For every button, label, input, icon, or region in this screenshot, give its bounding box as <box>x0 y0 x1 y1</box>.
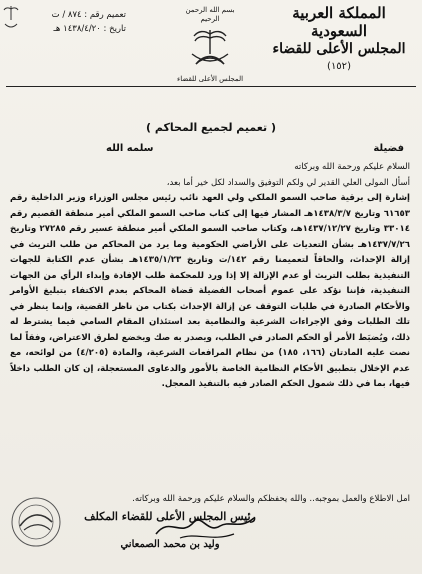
letterhead-right <box>264 4 414 74</box>
kingdom-name: المملكة العربية السعودية <box>292 4 386 40</box>
reference-number: تعميم رقم : ٨٧٤ / ت <box>51 10 126 20</box>
corner-emblem-icon <box>2 2 20 42</box>
main-paragraph: إشارة إلى برقية صاحب السمو الملكي ولي العهد نائب رئيس مجلس الوزراء وزير الداخلية رقم ٦١٦٥٣ وتاريخ ١٤٣٨/٣/٧هـ المشار فيها إلى كتاب صاحب السمو الملكي أمير منطقة القصيم رقم ٣٣٠١٤ وتاريخ ١٤٣٧/١٢/٢٧هـ، وكتاب صاحب السمو الملكي أمير منطقة عسير رقم ٢٧٢٨٥ وتاريخ ١٤٣٧/٧/٢٦هـ بشأن التعديات على الأراضي الحكومية وما يرد من المحاكم من طلب التريث في إزالة الإحداث، والحاقاً لتعميمنا رقم ١٤٢/ت وتاريخ ١٤٣٥/١/٢٣هـ بشأن عدم الكتابة للجهات التنفيذية بطلب التريث أو عدم الإزالة إلا إذا ورد للمحكمة طلب الإفادة وإبداء الرأي من الجهات التنفيذية، فإننا نؤكد على عموم أصحاب الفضيلة قضاة المحاكم بعدم الاكتفاء بتبليغ الأوامر والأحكام الصادرة في طلبات التوقف عن إزالة الإحداث بكتاب من ناظر القضية، وإنما ينظر في تلك الطلبات وفق الإجراءات الشرعية والنظامية بعد استئذان المقام السامي فيما يشترط له ذلك، ويُضبَط الأمر أو الحكم الصادر في الطلب، ويصدر به صك ويخضع لطرق الاعتراض، وفقاً لما نصت عليه المادتان (١٦٦، ١٨٥) من نظام المرافعات الشرعية، والمادة (٤/٢٠٥) من لوائحه، مع عدم الإخلال بتطبيق الأحكام النظامية الخاصة بالأمور والدعاوى المستعجلة، إن كان الطلب داخلاً فيها، بما في ذلك شمول الحكم الصادر فيه بالتنفيذ المعجل. <box>10 193 411 389</box>
salutation-honorific: فضيلة <box>373 143 404 154</box>
greeting: السلام عليكم ورحمة الله وبركاته <box>294 162 410 172</box>
document-title: ( تعميم لجميع المحاكم ) <box>146 121 276 134</box>
salutation-blessing: سلمه الله <box>106 143 154 154</box>
header-divider <box>6 86 416 87</box>
reference-date: تاريخ : ١٤٣٨/٤/٢٠ هـ <box>53 24 126 34</box>
handwritten-signature-icon <box>150 508 260 548</box>
closing-line: امل الاطلاع والعمل بموجبه.. والله يحفظكم والسلام عليكم ورحمة الله وبركاته. <box>132 494 410 504</box>
palm-swords-emblem-icon <box>186 24 234 70</box>
signatory-title: رئيس المجلس الأعلى للقضاء المكلف <box>84 510 256 523</box>
council-name: المجلس الأعلى للقضاء <box>272 41 406 57</box>
official-stamp-icon <box>6 492 66 552</box>
bismillah: بسم الله الرحمن الرحيم <box>185 6 235 23</box>
signatory-name: وليد بن محمد الصمعاني <box>120 539 220 550</box>
letterhead-left <box>6 8 126 36</box>
council-emblem <box>175 6 245 83</box>
emblem-caption: المجلس الأعلى للقضاء <box>176 75 244 83</box>
letter-number: (١٥٢) <box>327 61 351 72</box>
intro-line: أسأل المولى العلي القدير لي ولكم التوفيق والسداد لكل خير أما بعد، <box>166 177 410 188</box>
document-body <box>10 160 410 393</box>
